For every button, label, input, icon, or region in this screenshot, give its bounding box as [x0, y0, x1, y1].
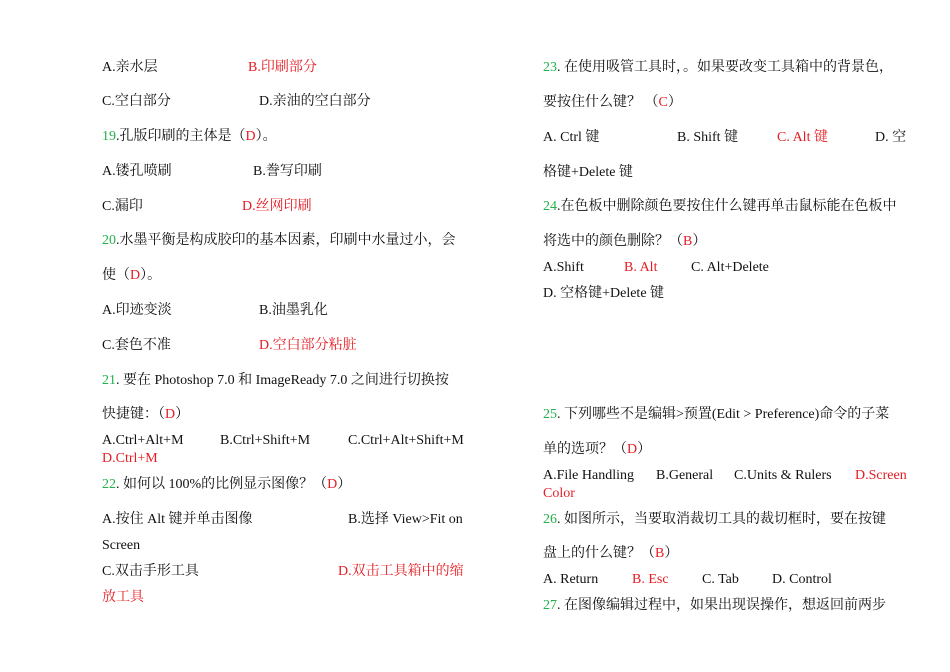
answer-option: D.双击工具箱中的缩 — [338, 564, 464, 579]
question-22: 22. 如何以 100%的比例显示图像？（D） — [102, 477, 352, 492]
answer-option-cont: Color — [543, 486, 575, 501]
answer-option: D.丝网印刷 — [242, 199, 312, 214]
answer-letter: D — [627, 442, 638, 457]
question-number: 24 — [543, 199, 557, 214]
question-number: 23 — [543, 60, 557, 75]
option-b-text: B.选择 View>Fit on — [348, 512, 463, 527]
option-b-text: B.Ctrl+Shift+M — [220, 433, 311, 448]
answer-option-cont: 放工具 — [102, 590, 144, 605]
question-25-cont: 单的选项？（D） — [543, 442, 652, 457]
option-d-text: D. 空格键+Delete 键 — [543, 286, 665, 301]
option-b-text: B.General — [656, 468, 714, 483]
question-23-cont: 要按住什么键？ （C） — [543, 95, 682, 110]
option-c-text: C.空白部分 — [102, 94, 171, 109]
option-a-text: A.镂孔喷刷 — [102, 164, 172, 179]
option-c-text: C.Units & Rulers — [734, 468, 832, 483]
question-27: 27. 在图像编辑过程中，如果出现误操作，想返回前两步 — [543, 598, 886, 613]
answer-letter: D — [327, 477, 338, 492]
question-26: 26. 如图所示，当要取消裁切工具的裁切框时，要在按键 — [543, 512, 886, 527]
option-a-text: A. Return — [543, 572, 599, 587]
question-number: 20 — [102, 233, 116, 248]
option-c-text: C.双击手形工具 — [102, 564, 199, 579]
option-a-text: A.按住 Alt 键并单击图像 — [102, 512, 253, 527]
question-number: 21 — [102, 373, 116, 388]
answer-letter: B — [683, 234, 693, 249]
answer-option: B. Alt — [624, 260, 658, 275]
option-c-text: C.Ctrl+Alt+Shift+M — [348, 433, 464, 448]
option-d-text-cont: 格键+Delete 键 — [543, 165, 633, 180]
question-number: 25 — [543, 407, 557, 422]
question-19: 19.孔版印刷的主体是（D）。 — [102, 129, 277, 144]
question-25: 25. 下列哪些不是编辑>预置(Edit > Preference)命令的子菜 — [543, 407, 890, 422]
option-a-text: A.Ctrl+Alt+M — [102, 433, 184, 448]
question-24: 24.在色板中删除颜色要按住什么键再单击鼠标能在色板中 — [543, 199, 897, 214]
question-20-cont: 使（D）。 — [102, 268, 162, 283]
option-d-text: D. 空 — [875, 130, 907, 145]
answer-option: D.Screen — [855, 468, 907, 483]
answer-letter: B — [655, 546, 665, 561]
option-b-text: B.誊写印刷 — [253, 164, 322, 179]
option-c-text: C. Tab — [702, 572, 739, 587]
option-c-text: C.套色不准 — [102, 338, 171, 353]
option-a-text: A.File Handling — [543, 468, 634, 483]
option-c-text: C.漏印 — [102, 199, 143, 214]
question-23: 23. 在使用吸管工具时，。如果要改变工具箱中的背景色， — [543, 60, 893, 75]
option-a-text: A.亲水层 — [102, 60, 158, 75]
question-number: 26 — [543, 512, 557, 527]
question-21: 21. 要在 Photoshop 7.0 和 ImageReady 7.0 之间进行切换按 — [102, 373, 449, 388]
answer-option: B. Esc — [632, 572, 669, 587]
answer-option: D.Ctrl+M — [102, 451, 158, 466]
question-26-cont: 盘上的什么键？（B） — [543, 546, 679, 561]
option-d-text: D.亲油的空白部分 — [259, 94, 371, 109]
question-number: 19 — [102, 129, 116, 144]
answer-option: D.空白部分粘脏 — [259, 338, 357, 353]
option-b-text: B. Shift 键 — [677, 130, 739, 145]
option-a-text: A.Shift — [543, 260, 584, 275]
question-21-cont: 快捷键：（D） — [102, 407, 190, 422]
question-number: 22 — [102, 477, 116, 492]
question-20: 20.水墨平衡是构成胶印的基本因素，印刷中水量过小，会 — [102, 233, 456, 248]
answer-letter: D — [245, 129, 256, 144]
question-number: 27 — [543, 598, 557, 613]
option-d-text: D. Control — [772, 572, 832, 587]
option-a-text: A.印迹变淡 — [102, 303, 172, 318]
option-b-text: B.油墨乳化 — [259, 303, 328, 318]
option-a-text: A. Ctrl 键 — [543, 130, 600, 145]
answer-letter: D — [130, 268, 141, 283]
question-24-cont: 将选中的颜色删除？（B） — [543, 234, 707, 249]
answer-letter: D — [165, 407, 176, 422]
option-c-text: C. Alt+Delete — [691, 260, 769, 275]
answer-option: B.印刷部分 — [248, 60, 317, 75]
answer-option: C. Alt 键 — [777, 130, 828, 145]
answer-letter: C — [658, 95, 668, 110]
option-b-text-cont: Screen — [102, 538, 141, 553]
